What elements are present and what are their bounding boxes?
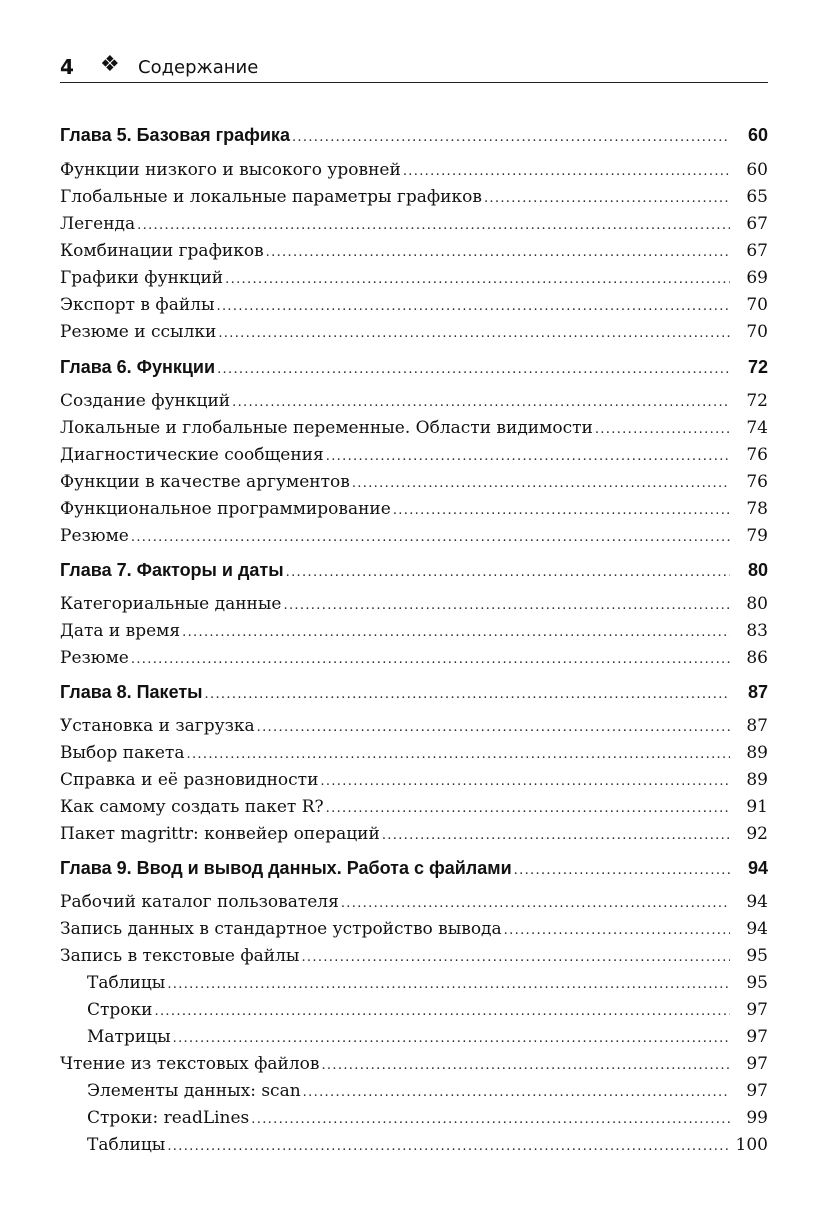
entry-page-number: 67 <box>746 241 768 261</box>
toc-chapter-entry[interactable] <box>60 679 768 705</box>
entry-page-number: 80 <box>747 560 768 580</box>
leader-dots <box>514 858 730 884</box>
entry-page-number: 87 <box>746 716 768 736</box>
entry-page-number: 91 <box>746 797 768 817</box>
entry-title: Глобальные и локальные параметры графиков <box>60 187 482 207</box>
toc-entry[interactable] <box>60 442 768 468</box>
toc-entry[interactable] <box>60 415 768 441</box>
toc-entry[interactable] <box>60 713 768 739</box>
toc-entry[interactable] <box>60 1132 768 1158</box>
toc-chapter-entry[interactable] <box>60 855 768 881</box>
leader-dots <box>217 294 731 320</box>
entry-title: Резюме и ссылки <box>60 322 217 342</box>
leader-dots <box>393 498 730 524</box>
toc-entry[interactable] <box>60 388 768 414</box>
entry-title: Категориальные данные <box>60 594 282 614</box>
entry-title: Графики функций <box>60 268 224 288</box>
entry-page-number: 95 <box>746 946 768 966</box>
leader-dots <box>320 769 730 795</box>
toc-entry[interactable] <box>60 821 768 847</box>
entry-title: Справка и её разновидности <box>60 770 319 790</box>
ornament-icon: ❖ <box>100 52 120 77</box>
entry-title: Глава 7. Факторы и даты <box>60 560 284 580</box>
entry-page-number: 72 <box>747 357 768 377</box>
leader-dots <box>382 823 730 849</box>
entry-title: Таблицы <box>87 1135 166 1155</box>
entry-page-number: 97 <box>746 1000 768 1020</box>
entry-page-number: 100 <box>735 1135 768 1155</box>
toc-entry[interactable] <box>60 645 768 671</box>
entry-title: Резюме <box>60 648 129 668</box>
leader-dots <box>504 918 730 944</box>
entry-title: Глава 6. Функции <box>60 357 216 377</box>
entry-page-number: 60 <box>747 125 768 145</box>
entry-title: Пакет magrittr: конвейер операций <box>60 824 380 844</box>
leader-dots <box>595 417 730 443</box>
entry-page-number: 72 <box>746 391 768 411</box>
toc-entry[interactable] <box>60 1105 768 1131</box>
entry-title: Запись в текстовые файлы <box>60 946 300 966</box>
leader-dots <box>326 444 730 470</box>
entry-page-number: 97 <box>746 1054 768 1074</box>
entry-page-number: 76 <box>746 472 768 492</box>
leader-dots <box>341 891 730 917</box>
leader-dots <box>173 1026 730 1052</box>
entry-page-number: 76 <box>746 445 768 465</box>
toc-entry[interactable] <box>60 740 768 766</box>
entry-page-number: 89 <box>746 743 768 763</box>
entry-title: Легенда <box>60 214 136 234</box>
entry-page-number: 99 <box>746 1108 768 1128</box>
entry-page-number: 95 <box>746 973 768 993</box>
entry-title: Резюме <box>60 526 129 546</box>
toc-chapter-entry[interactable] <box>60 122 768 148</box>
entry-page-number: 97 <box>746 1081 768 1101</box>
entry-page-number: 70 <box>746 295 768 315</box>
entry-title: Строки: readLines <box>87 1108 250 1128</box>
leader-dots <box>321 1053 730 1079</box>
toc-entry[interactable] <box>60 157 768 183</box>
entry-title: Комбинации графиков <box>60 241 264 261</box>
entry-page-number: 74 <box>746 418 768 438</box>
entry-title: Глава 5. Базовая графика <box>60 125 290 145</box>
toc-entry[interactable] <box>60 1078 768 1104</box>
toc-entry[interactable] <box>60 618 768 644</box>
leader-dots <box>251 1107 730 1133</box>
leader-dots <box>131 647 730 673</box>
leader-dots <box>301 945 730 971</box>
entry-title: Запись данных в стандартное устройство вывода <box>60 919 502 939</box>
toc-entry[interactable] <box>60 916 768 942</box>
entry-title: Установка и загрузка <box>60 716 255 736</box>
leader-dots <box>257 715 730 741</box>
leader-dots <box>137 213 730 239</box>
leader-dots <box>352 471 730 497</box>
entry-page-number: 67 <box>746 214 768 234</box>
entry-title: Функции в качестве аргументов <box>60 472 350 492</box>
page-number: 4 <box>60 55 74 79</box>
leader-dots <box>286 560 730 586</box>
toc-entry[interactable] <box>60 292 768 318</box>
entry-title: Как самому создать пакет R? <box>60 797 324 817</box>
leader-dots <box>155 999 731 1025</box>
entry-title: Диагностические сообщения <box>60 445 324 465</box>
leader-dots <box>167 1134 730 1160</box>
toc-entry[interactable] <box>60 211 768 237</box>
entry-title: Функциональное программирование <box>60 499 391 519</box>
leader-dots <box>266 240 730 266</box>
entry-title: Дата и время <box>60 621 181 641</box>
leader-dots <box>167 972 730 998</box>
entry-title: Глава 8. Пакеты <box>60 682 203 702</box>
entry-title: Чтение из текстовых файлов <box>60 1054 320 1074</box>
toc-entry[interactable] <box>60 523 768 549</box>
entry-page-number: 65 <box>746 187 768 207</box>
toc-chapter-entry[interactable] <box>60 354 768 380</box>
toc-entry[interactable] <box>60 184 768 210</box>
entry-page-number: 94 <box>746 919 768 939</box>
entry-page-number: 80 <box>746 594 768 614</box>
leader-dots <box>283 593 730 619</box>
toc-entry[interactable] <box>60 1051 768 1077</box>
entry-page-number: 79 <box>746 526 768 546</box>
entry-page-number: 94 <box>747 858 768 878</box>
toc-entry[interactable] <box>60 238 768 264</box>
toc-entry[interactable] <box>60 319 768 345</box>
entry-title: Экспорт в файлы <box>60 295 215 315</box>
toc-entry[interactable] <box>60 767 768 793</box>
header-title: Содержание <box>138 57 259 78</box>
leader-dots <box>218 321 730 347</box>
entry-page-number: 87 <box>747 682 768 702</box>
entry-page-number: 78 <box>746 499 768 519</box>
leader-dots <box>303 1080 730 1106</box>
entry-page-number: 89 <box>746 770 768 790</box>
entry-title: Функции низкого и высокого уровней <box>60 160 401 180</box>
leader-dots <box>182 620 730 646</box>
entry-page-number: 94 <box>746 892 768 912</box>
entry-page-number: 86 <box>746 648 768 668</box>
leader-dots <box>225 267 730 293</box>
entry-title: Строки <box>87 1000 153 1020</box>
entry-page-number: 70 <box>746 322 768 342</box>
leader-dots <box>186 742 730 768</box>
toc-entry[interactable] <box>60 794 768 820</box>
toc-entry[interactable] <box>60 970 768 996</box>
entry-title: Таблицы <box>87 973 166 993</box>
toc-entry[interactable] <box>60 591 768 617</box>
toc-entry[interactable] <box>60 469 768 495</box>
leader-dots <box>403 159 730 185</box>
entry-page-number: 69 <box>746 268 768 288</box>
entry-page-number: 60 <box>746 160 768 180</box>
entry-page-number: 92 <box>746 824 768 844</box>
leader-dots <box>484 186 730 212</box>
toc-entry[interactable] <box>60 1024 768 1050</box>
leader-dots <box>205 682 730 708</box>
entry-title: Создание функций <box>60 391 231 411</box>
toc-chapter-entry[interactable] <box>60 557 768 583</box>
entry-title: Выбор пакета <box>60 743 185 763</box>
entry-page-number: 97 <box>746 1027 768 1047</box>
toc-entry[interactable] <box>60 997 768 1023</box>
entry-title: Локальные и глобальные переменные. Области видимости <box>60 418 593 438</box>
entry-title: Матрицы <box>87 1027 171 1047</box>
entry-title: Глава 9. Ввод и вывод данных. Работа с файлами <box>60 858 512 878</box>
leader-dots <box>232 390 730 416</box>
toc-entry[interactable] <box>60 496 768 522</box>
toc-entry[interactable] <box>60 889 768 915</box>
leader-dots <box>326 796 730 822</box>
running-header <box>60 52 768 83</box>
toc-entry[interactable] <box>60 265 768 291</box>
leader-dots <box>217 357 730 383</box>
leader-dots <box>292 125 730 151</box>
toc-entry[interactable] <box>60 943 768 969</box>
entry-page-number: 83 <box>746 621 768 641</box>
entry-title: Элементы данных: scan <box>87 1081 301 1101</box>
entry-title: Рабочий каталог пользователя <box>60 892 339 912</box>
leader-dots <box>131 525 730 551</box>
